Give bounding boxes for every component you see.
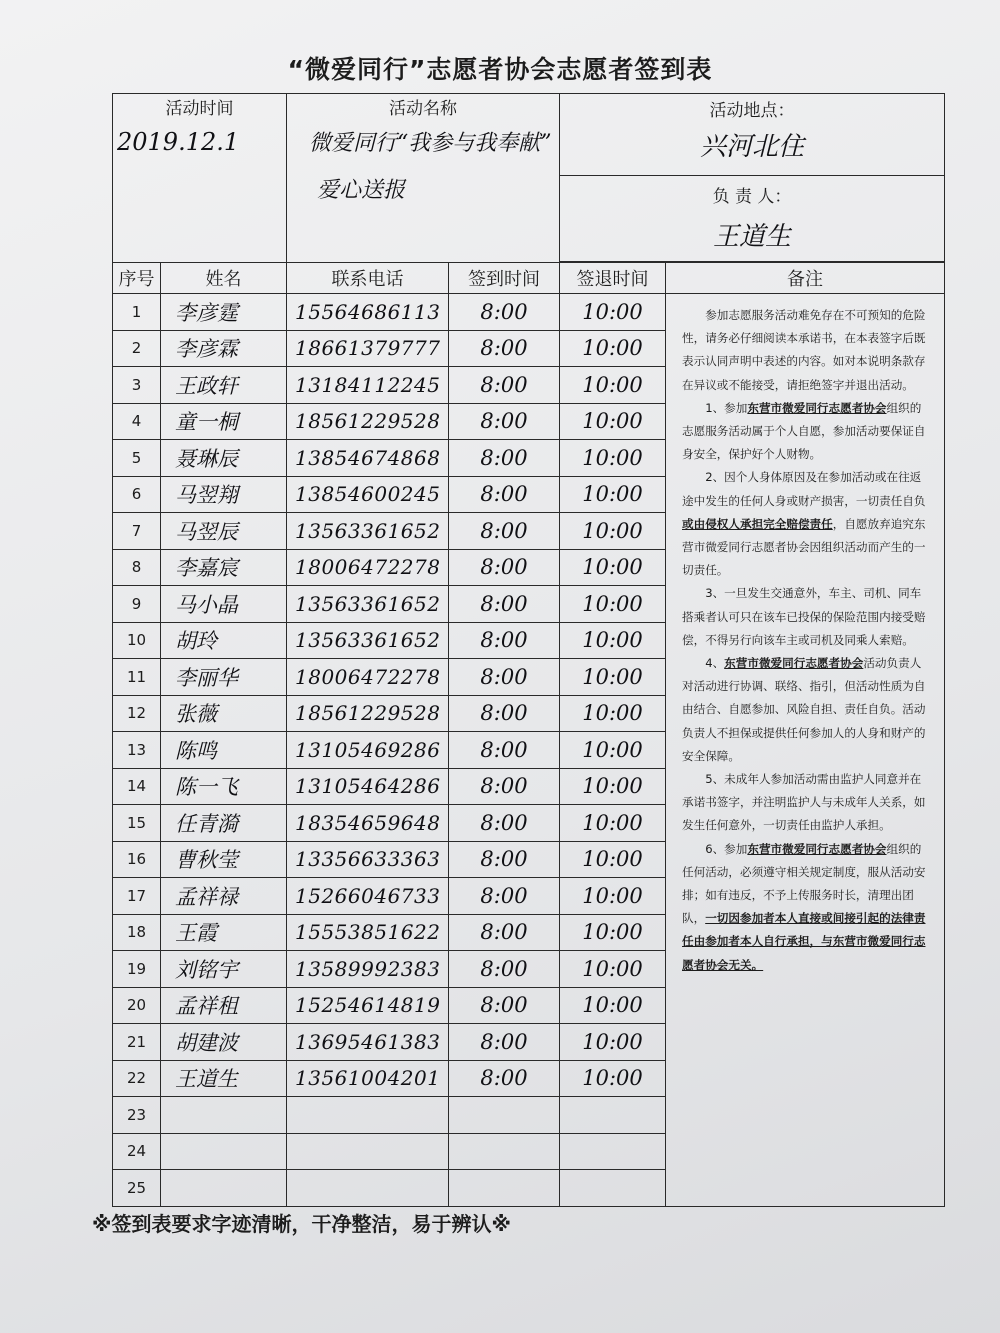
row-checkout: 10:00	[560, 440, 666, 477]
row-phone: 15266046733	[287, 878, 449, 915]
row-no: 6	[113, 476, 161, 513]
row-checkout: 10:00	[560, 732, 666, 769]
row-phone: 13563361652	[287, 513, 449, 550]
row-no: 14	[113, 768, 161, 805]
row-checkout: 10:00	[560, 841, 666, 878]
row-name: 王道生	[161, 1060, 287, 1097]
remarks-item-4: 4、东营市微爱同行志愿者协会活动负责人对活动进行协调、联络、指引，但活动性质为自由结合、自愿参加、风险自担、责任自负。活动负责人不担保或提供任何参加人的人身和财产的安全保障。	[682, 656, 926, 763]
row-checkout: 10:00	[560, 1060, 666, 1097]
row-no: 15	[113, 805, 161, 842]
row-no: 7	[113, 513, 161, 550]
row-phone: 18354659648	[287, 805, 449, 842]
footer-note: ※签到表要求字迹清晰，干净整洁，易于辨认※	[92, 1212, 511, 1236]
row-no: 17	[113, 878, 161, 915]
row-checkin: 8:00	[449, 987, 560, 1024]
row-checkout: 10:00	[560, 1024, 666, 1061]
row-no: 11	[113, 659, 161, 696]
row-checkin: 8:00	[449, 951, 560, 988]
row-name: 孟祥禄	[161, 878, 287, 915]
row-checkin: 8:00	[449, 294, 560, 331]
row-no: 19	[113, 951, 161, 988]
row-checkin: 8:00	[449, 513, 560, 550]
row-checkin	[449, 1170, 560, 1207]
row-no: 9	[113, 586, 161, 623]
remarks-cell	[666, 294, 945, 1207]
row-checkin	[449, 1133, 560, 1170]
row-no: 25	[113, 1170, 161, 1207]
activity-time-label: 活动时间	[165, 99, 234, 119]
activity-place-value: 兴河北住	[700, 132, 805, 162]
activity-place-label: 活动地点：	[709, 101, 795, 121]
row-name: 聂琳辰	[161, 440, 287, 477]
row-name: 李嘉宸	[161, 549, 287, 586]
col-header-checkin: 签到时间	[449, 263, 560, 294]
row-phone	[287, 1097, 449, 1134]
row-phone: 15564686113	[287, 294, 449, 331]
row-checkin: 8:00	[449, 403, 560, 440]
row-checkout: 10:00	[560, 768, 666, 805]
row-checkin: 8:00	[449, 768, 560, 805]
col-header-name: 姓名	[161, 263, 287, 294]
row-checkout: 10:00	[560, 403, 666, 440]
row-name: 陈一飞	[161, 768, 287, 805]
row-checkout: 10:00	[560, 330, 666, 367]
row-name: 曹秋莹	[161, 841, 287, 878]
row-checkin: 8:00	[449, 440, 560, 477]
row-phone	[287, 1170, 449, 1207]
row-checkin: 8:00	[449, 841, 560, 878]
row-phone: 13589992383	[287, 951, 449, 988]
row-phone: 15553851622	[287, 914, 449, 951]
row-no: 1	[113, 294, 161, 331]
row-checkin: 8:00	[449, 732, 560, 769]
row-phone: 13561004201	[287, 1060, 449, 1097]
activity-name-label: 活动名称	[389, 99, 457, 119]
activity-name-value-line2: 爱心送报	[317, 178, 406, 203]
row-no: 22	[113, 1060, 161, 1097]
row-checkin: 8:00	[449, 586, 560, 623]
row-checkout	[560, 1133, 666, 1170]
row-phone: 18561229528	[287, 695, 449, 732]
row-checkout: 10:00	[560, 951, 666, 988]
row-phone	[287, 1133, 449, 1170]
row-phone: 13854600245	[287, 476, 449, 513]
row-no: 18	[113, 914, 161, 951]
row-checkin: 8:00	[449, 330, 560, 367]
row-checkin: 8:00	[449, 476, 560, 513]
row-phone: 13105464286	[287, 768, 449, 805]
row-checkout: 10:00	[560, 367, 666, 404]
row-phone: 18661379777	[287, 330, 449, 367]
row-name	[161, 1133, 287, 1170]
row-no: 20	[113, 987, 161, 1024]
col-header-phone: 联系电话	[287, 263, 449, 294]
activity-name-value-line1: 微爱同行“我参与我奉献”	[309, 131, 552, 156]
row-phone: 13105469286	[287, 732, 449, 769]
row-no: 5	[113, 440, 161, 477]
row-no: 16	[113, 841, 161, 878]
row-phone: 15254614819	[287, 987, 449, 1024]
row-phone: 13184112245	[287, 367, 449, 404]
row-name: 胡玲	[161, 622, 287, 659]
col-header-no: 序号	[113, 263, 161, 294]
row-checkin: 8:00	[449, 549, 560, 586]
row-phone: 13563361652	[287, 586, 449, 623]
activity-name-cell	[287, 94, 560, 263]
row-no: 12	[113, 695, 161, 732]
row-checkout: 10:00	[560, 476, 666, 513]
row-name: 童一桐	[161, 403, 287, 440]
row-name: 马小晶	[161, 586, 287, 623]
row-name: 孟祥租	[161, 987, 287, 1024]
row-name: 刘铭宇	[161, 951, 287, 988]
row-no: 10	[113, 622, 161, 659]
row-checkout: 10:00	[560, 914, 666, 951]
remarks-item-3: 3、一旦发生交通意外，车主、司机、同车搭乘者认可只在该车已投保的保险范围内接受赔偿，不得另行向该车主或司机及同乘人索赔。	[682, 586, 926, 647]
remarks-item-5: 5、未成年人参加活动需由监护人同意并在承诺书签字，并注明监护人与未成年人关系，如发生任何意外，一切责任由监护人承担。	[682, 772, 926, 833]
row-name: 李彦霖	[161, 330, 287, 367]
row-checkout	[560, 1097, 666, 1134]
row-checkin: 8:00	[449, 1024, 560, 1061]
row-checkin: 8:00	[449, 367, 560, 404]
page-title: “微爱同行”志愿者协会志愿者签到表	[287, 55, 713, 84]
remarks-item-1: 1、参加东营市微爱同行志愿者协会组织的志愿服务活动属于个人自愿，参加活动要保证自身安全，保护好个人财物。	[682, 400, 926, 462]
row-checkin: 8:00	[449, 914, 560, 951]
row-checkin: 8:00	[449, 805, 560, 842]
row-checkout	[560, 1170, 666, 1207]
col-header-checkout: 签退时间	[560, 263, 666, 294]
row-checkout: 10:00	[560, 513, 666, 550]
row-no: 23	[113, 1097, 161, 1134]
row-checkout: 10:00	[560, 622, 666, 659]
row-no: 8	[113, 549, 161, 586]
remarks-intro: 参加志愿服务活动难免存在不可预知的危险性，请务必仔细阅读本承诺书，在本表签字后既表示认同声明中表述的内容。如对本说明条款存在异议或不能接受，请拒绝签字并退出活动。	[682, 308, 926, 392]
row-name: 李彦霆	[161, 294, 287, 331]
row-checkin: 8:00	[449, 878, 560, 915]
activity-time-value: 2019.12.1	[117, 128, 240, 156]
row-checkout: 10:00	[560, 549, 666, 586]
row-name: 王霞	[161, 914, 287, 951]
row-phone: 18006472278	[287, 549, 449, 586]
row-no: 3	[113, 367, 161, 404]
row-name: 王政轩	[161, 367, 287, 404]
row-name: 任青漪	[161, 805, 287, 842]
row-checkin: 8:00	[449, 659, 560, 696]
row-checkout: 10:00	[560, 878, 666, 915]
row-no: 13	[113, 732, 161, 769]
row-checkout: 10:00	[560, 695, 666, 732]
activity-time-cell	[113, 94, 287, 263]
row-name	[161, 1170, 287, 1207]
row-no: 2	[113, 330, 161, 367]
row-phone: 13563361652	[287, 622, 449, 659]
row-name: 马翌辰	[161, 513, 287, 550]
remarks-item-2: 2、因个人身体原因及在参加活动或在往返途中发生的任何人身或财产损害，一切责任自负或由侵权人承担完全赔偿责任，自愿放弃追究东营市微爱同行志愿者协会因组织活动而产生的一切责任。	[682, 470, 926, 578]
row-name: 李丽华	[161, 659, 287, 696]
row-checkin	[449, 1097, 560, 1134]
row-checkout: 10:00	[560, 987, 666, 1024]
row-checkout: 10:00	[560, 294, 666, 331]
row-checkin: 8:00	[449, 622, 560, 659]
leader-value: 王道生	[713, 221, 792, 252]
leader-label: 负 责 人：	[712, 186, 792, 207]
row-no: 24	[113, 1133, 161, 1170]
row-phone: 13854674868	[287, 440, 449, 477]
activity-place-cell	[560, 94, 945, 176]
row-checkout: 10:00	[560, 805, 666, 842]
row-name: 陈鸣	[161, 732, 287, 769]
table-row	[113, 294, 945, 331]
row-checkin: 8:00	[449, 695, 560, 732]
row-checkin: 8:00	[449, 1060, 560, 1097]
row-no: 21	[113, 1024, 161, 1061]
remarks-item-6: 6、参加东营市微爱同行志愿者协会组织的任何活动，必须遵守相关规定制度，服从活动安排；如有违反，不予上传服务时长，清理出团队，一切因参加者本人直接或间接引起的法律责任由参加者本人自行承担，与东营市微爱同行志愿者协会无关。	[682, 841, 926, 972]
row-checkout: 10:00	[560, 586, 666, 623]
leader-cell	[560, 175, 945, 261]
row-name: 张薇	[161, 695, 287, 732]
row-phone: 18006472278	[287, 659, 449, 696]
col-header-remarks: 备注	[666, 263, 945, 294]
row-checkout: 10:00	[560, 659, 666, 696]
row-name: 胡建波	[161, 1024, 287, 1061]
row-name: 马翌翔	[161, 476, 287, 513]
row-phone: 13356633363	[287, 841, 449, 878]
sign-in-table	[112, 93, 945, 1207]
row-phone: 13695461383	[287, 1024, 449, 1061]
row-no: 4	[113, 403, 161, 440]
row-phone: 18561229528	[287, 403, 449, 440]
row-name	[161, 1097, 287, 1134]
